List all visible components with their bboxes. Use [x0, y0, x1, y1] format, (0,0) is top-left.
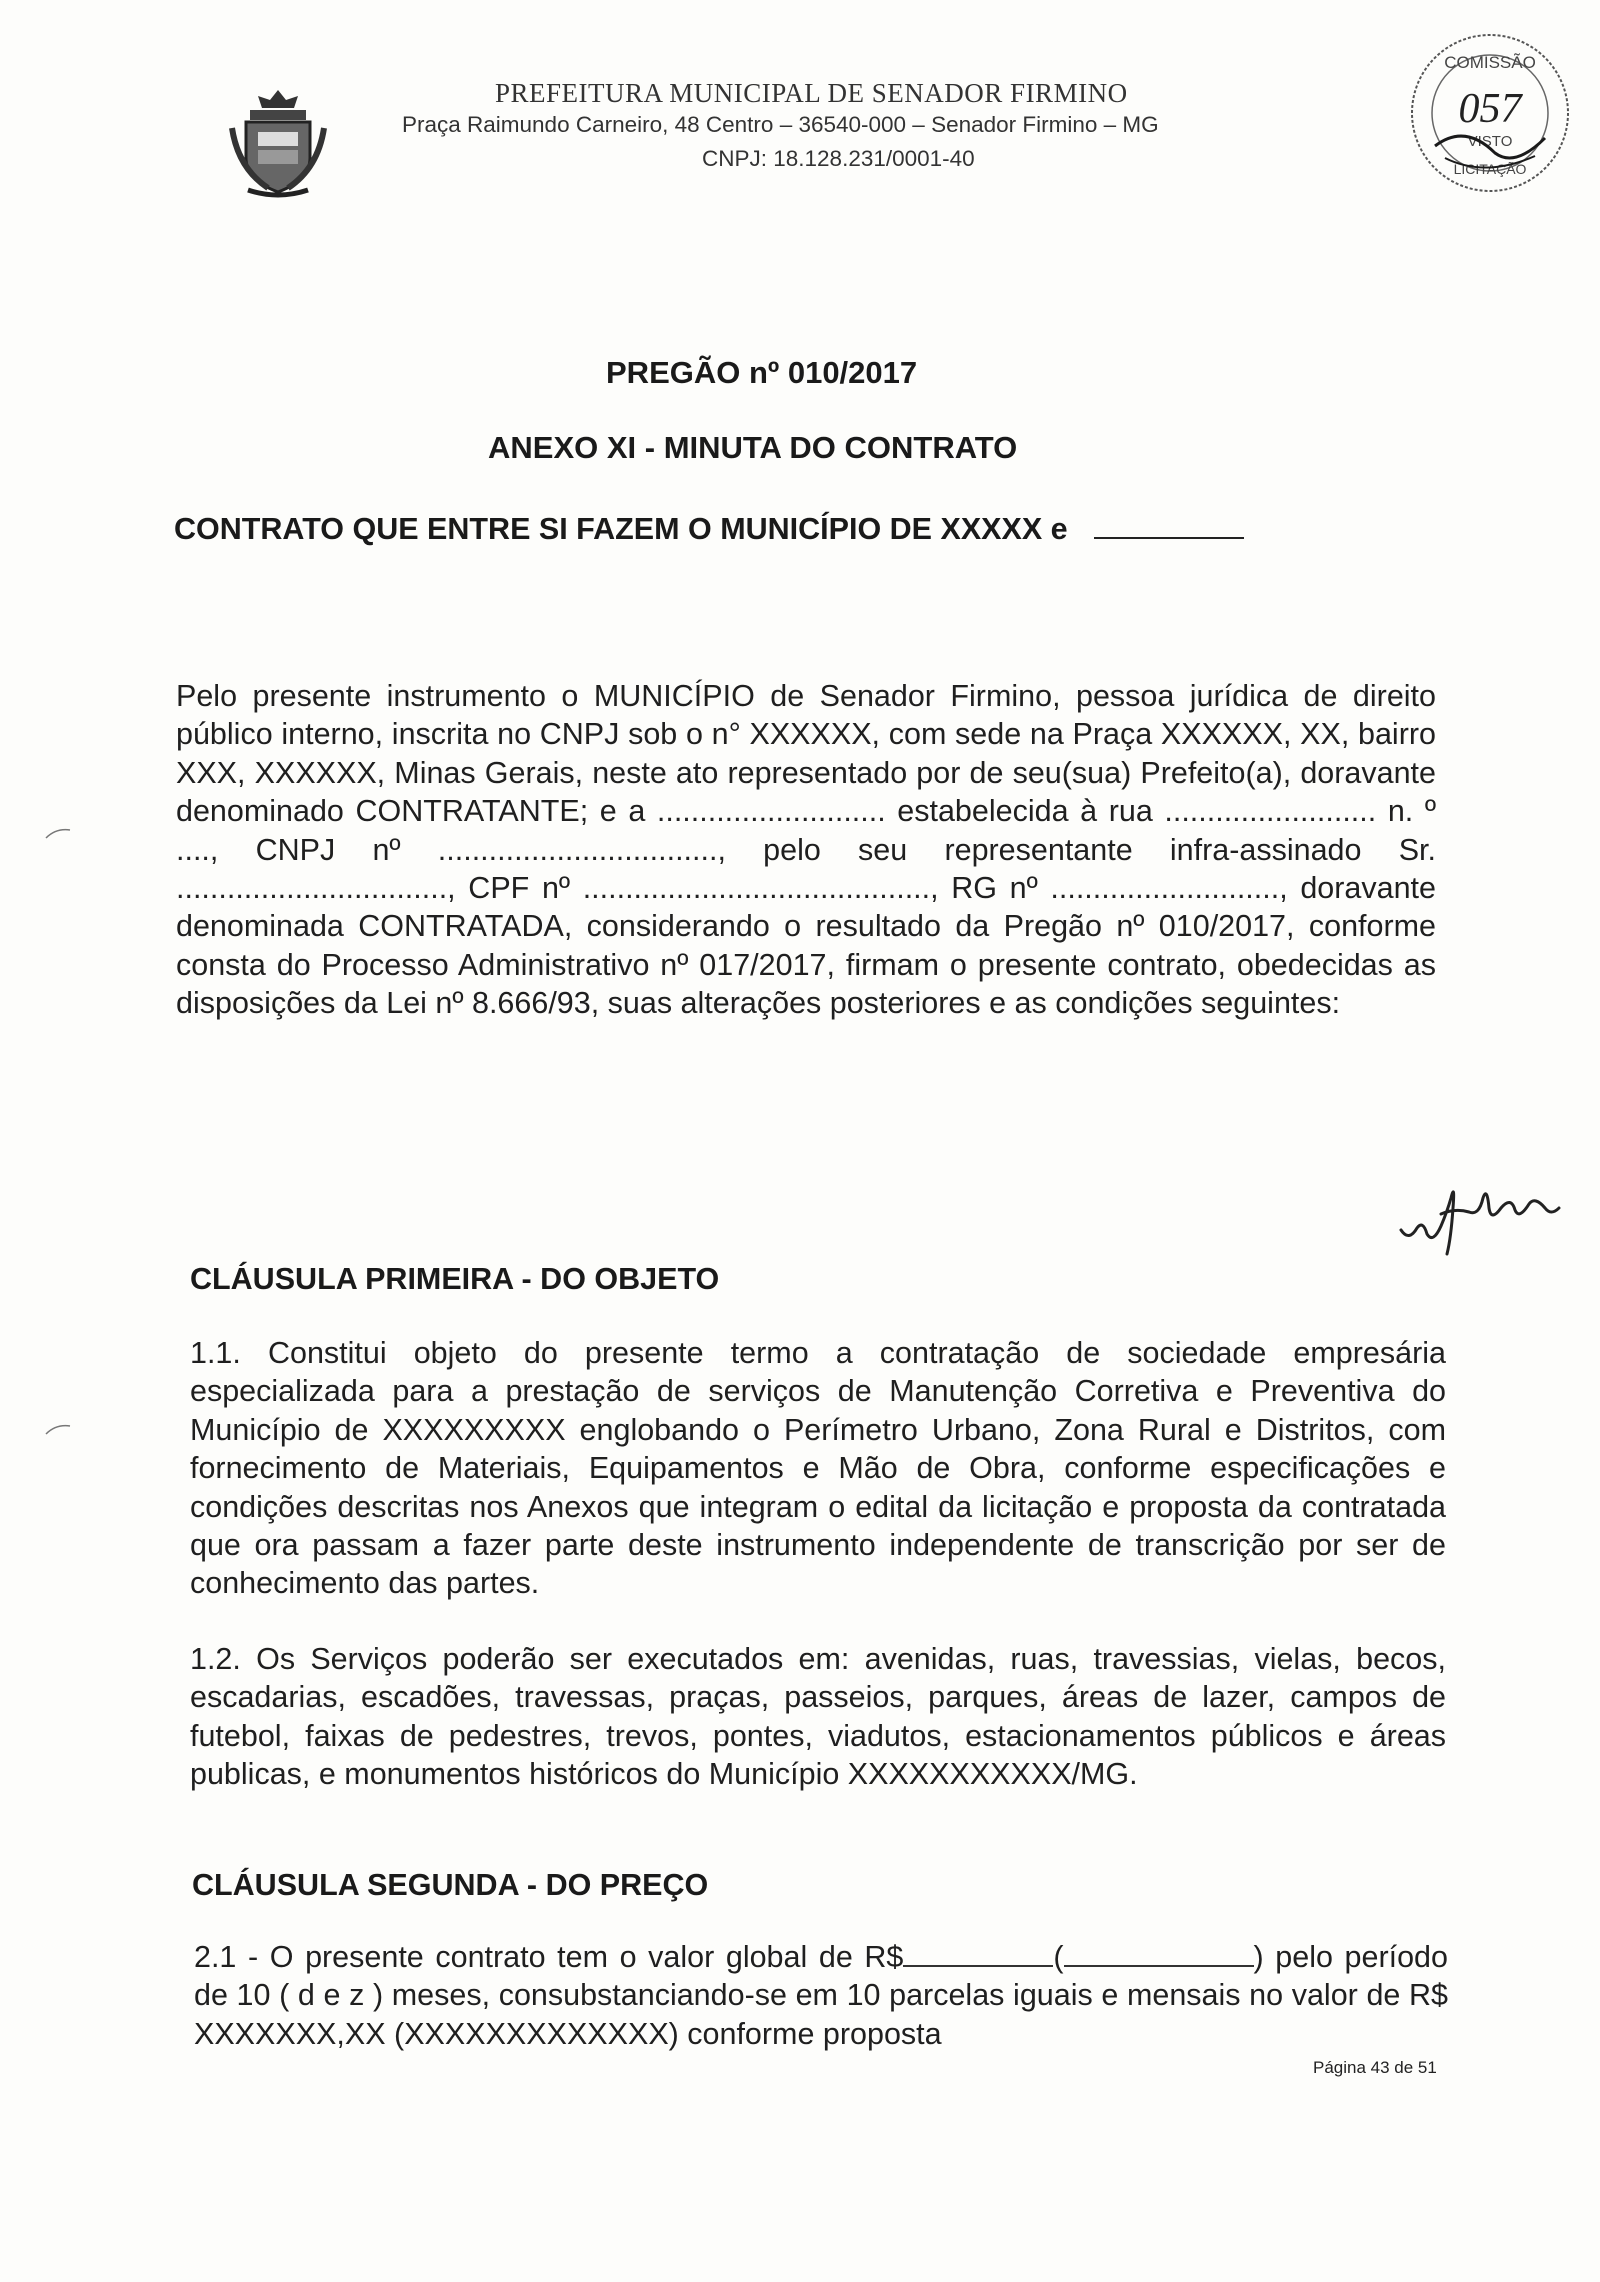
commission-stamp-icon	[1405, 28, 1575, 198]
municipal-crest-icon	[228, 88, 328, 198]
margin-scan-mark-icon	[44, 1422, 72, 1436]
page-number: Página 43 de 51	[1313, 2058, 1437, 2077]
clause-item-1-2: 1.2. Os Serviços poderão ser executados em: avenidas, ruas, travessias, vielas, becos, escadarias, escadões, travessas, praças, passeios, parques, áreas de lazer, campos de futebol, faixas de pedestres, trevos, pontes, viadutos, estacionamentos públicos e áreas publicas, e monumentos históricos do Município XXXXXXXXXXX/MG.	[190, 1642, 1446, 1792]
margin-scan-mark-icon	[44, 826, 72, 840]
svg-text:VISTO: VISTO	[1467, 133, 1513, 150]
letterhead-address: Praça Raimundo Carneiro, 48 Centro – 36540-000 – Senador Firmino – MG	[402, 112, 1159, 137]
clause-item-2-1: 2.1 - O presente contrato tem o valor global de R$ ( ) pelo período de 10 ( d e z ) meses, consubstanciando-se em 10 parcelas iguais e mensais no valor de R$ XXXXXXX,XX (XXXXXXXXXXXXX) conforme proposta	[194, 1940, 1448, 2051]
svg-text:LICITAÇÃO: LICITAÇÃO	[1453, 161, 1527, 177]
handwritten-signature-icon	[1395, 1168, 1585, 1258]
svg-text:057: 057	[1458, 86, 1522, 132]
clause-two-heading: CLÁUSULA SEGUNDA - DO PREÇO	[192, 1868, 709, 1902]
letterhead-name: PREFEITURA MUNICIPAL DE SENADOR FIRMINO	[495, 78, 1128, 108]
contract-party-blank	[1094, 513, 1244, 539]
letterhead-cnpj: CNPJ: 18.128.231/0001-40	[702, 146, 975, 171]
price-amount-blank	[903, 1943, 1053, 1967]
annex-title: ANEXO XI - MINUTA DO CONTRATO	[488, 430, 1018, 465]
price-words-blank	[1064, 1943, 1254, 1967]
contract-title: CONTRATO QUE ENTRE SI FAZEM O MUNICÍPIO DE XXXXX e	[174, 512, 1244, 547]
preamble-paragraph: Pelo presente instrumento o MUNICÍPIO de Senador Firmino, pessoa jurídica de direito público interno, inscrita no CNPJ sob o n° XXXXXX, com sede na Praça XXXXXX, XX, bairro XXX, XXXXXX, Minas Gerais, neste ato representado por de seu(sua) Prefeito(a), doravante denominado CONTRATANTE; e a ........................... estabelecida à rua ......................... n. º ...., CNPJ nº ................................., pelo seu representante infra-assinado Sr. ................................, CPF nº ........................................., RG nº ..........................., doravante denominada CONTRATADA, considerando o resultado da Pregão nº 010/2017, conforme consta do Processo Administrativo nº 017/2017, firmam o presente contrato, obedecidas as disposições da Lei nº 8.666/93, suas alterações posteriores e as condições seguintes:	[176, 679, 1436, 1021]
auction-title: PREGÃO nº 010/2017	[606, 355, 918, 390]
clause-one-heading: CLÁUSULA PRIMEIRA - DO OBJETO	[190, 1262, 720, 1296]
svg-text:COMISSÃO: COMISSÃO	[1444, 53, 1536, 72]
clause-item-1-1: 1.1. Constitui objeto do presente termo a contratação de sociedade empresária especializada para a prestação de serviços de Manutenção Corretiva e Preventiva do Município de XXXXXXXXX englobando o Perímetro Urbano, Zona Rural e Distritos, com fornecimento de Materiais, Equipamentos e Mão de Obra, conforme especificações e condições descritas nos Anexos que integram o edital da licitação e proposta da contratada que ora passam a fazer parte deste instrumento independente de transcrição por ser de conhecimento das partes.	[190, 1336, 1446, 1601]
